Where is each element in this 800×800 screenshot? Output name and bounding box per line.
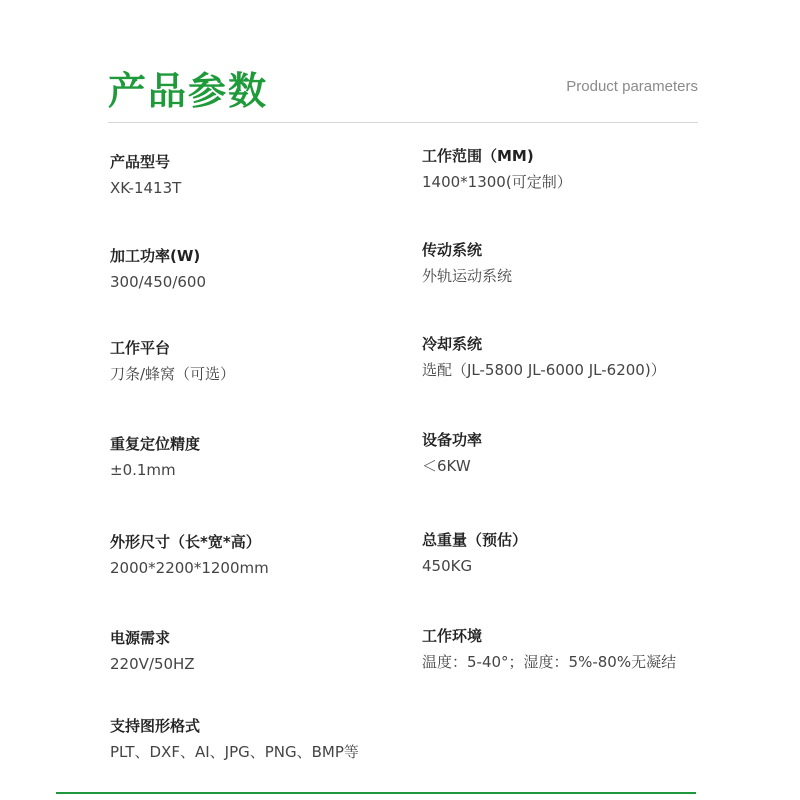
page-title: 产品参数 — [108, 69, 269, 113]
spec-value: ＜6KW — [422, 457, 471, 475]
spec-label: 重复定位精度 — [110, 435, 201, 453]
spec-label: 工作范围（MM) — [422, 147, 534, 165]
spec-transmission — [422, 240, 512, 286]
footer-divider — [56, 792, 696, 794]
spec-label: 外形尺寸（长*宽*高） — [110, 533, 261, 551]
spec-weight — [422, 530, 527, 576]
spec-work-range — [422, 146, 572, 192]
spec-value: 温度：5-40°；湿度：5%-80%无凝结 — [422, 653, 677, 671]
page-subtitle: Product parameters — [566, 78, 698, 95]
spec-label: 工作环境 — [422, 627, 483, 645]
spec-value: 450KG — [422, 557, 473, 575]
spec-label: 工作平台 — [110, 339, 171, 357]
spec-value: 300/450/600 — [110, 273, 206, 291]
spec-power-supply — [110, 628, 195, 674]
spec-label: 总重量（预估） — [422, 531, 528, 549]
spec-value: 外轨运动系统 — [422, 267, 513, 285]
spec-platform — [110, 338, 235, 384]
header-divider — [108, 122, 698, 123]
spec-cooling — [422, 334, 666, 380]
spec-label: 冷却系统 — [422, 335, 483, 353]
spec-label: 产品型号 — [110, 153, 171, 171]
spec-value: 刀条/蜂窝（可选） — [110, 365, 236, 383]
spec-power — [110, 246, 206, 292]
spec-formats — [110, 716, 359, 762]
spec-label: 传动系统 — [422, 241, 483, 259]
spec-label: 设备功率 — [422, 431, 483, 449]
spec-value: 2000*2200*1200mm — [110, 559, 269, 577]
spec-label: 电源需求 — [110, 629, 171, 647]
spec-label: 支持图形格式 — [110, 717, 201, 735]
spec-value: ±0.1mm — [110, 461, 176, 479]
spec-device-power — [422, 430, 482, 476]
spec-value: PLT、DXF、AI、JPG、PNG、BMP等 — [110, 743, 359, 761]
spec-environment — [422, 626, 676, 672]
spec-value: 220V/50HZ — [110, 655, 195, 673]
spec-dimensions — [110, 532, 269, 578]
spec-value: 选配（JL-5800 JL-6000 JL-6200)） — [422, 361, 666, 379]
spec-value: 1400*1300(可定制） — [422, 173, 572, 191]
spec-model — [110, 152, 181, 198]
spec-value: XK-1413T — [110, 179, 182, 197]
spec-label: 加工功率(W) — [110, 247, 201, 265]
spec-precision — [110, 434, 200, 480]
